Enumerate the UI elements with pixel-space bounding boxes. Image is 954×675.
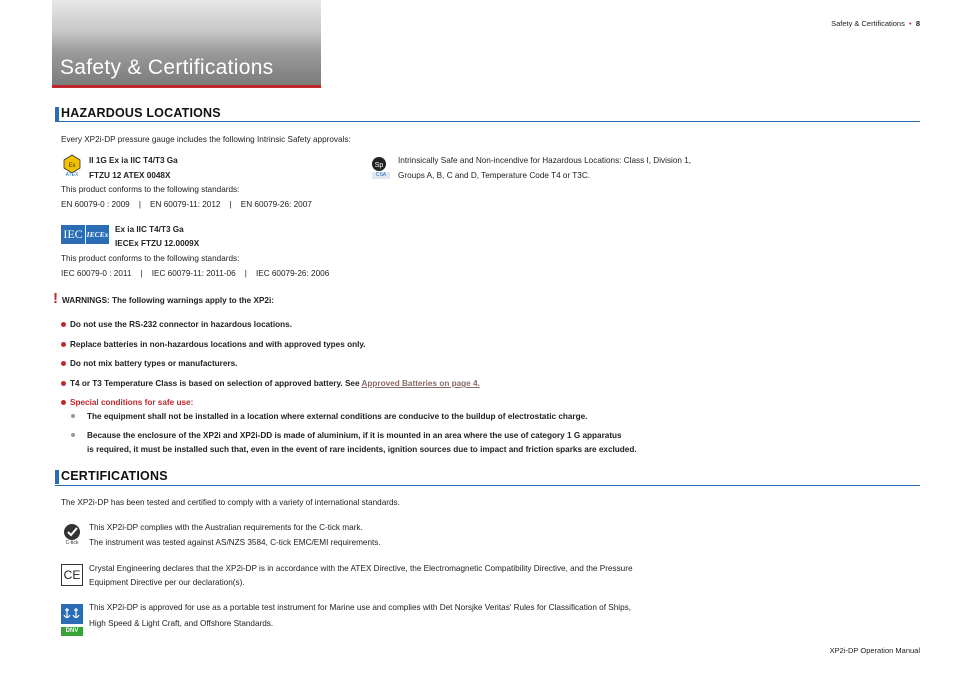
special-condition-2a: Because the enclosure of the XP2i and XP2i-DD is made of aluminium, if it is mounted in an area where the use of category 1 G apparatus [87,431,622,440]
csa-line1: Intrinsically Safe and Non-incendive for Hazardous Locations: Class I, Division 1, [398,156,692,165]
section-rule [55,121,920,122]
sub-bullet-icon [71,433,75,437]
section-marker [55,107,59,121]
page-number: 8 [915,19,920,28]
certifications-intro: The XP2i-DP has been tested and certified to comply with a variety of international standards. [61,498,400,507]
warning-text: The following warnings apply to the XP2i: [109,296,274,305]
footer-text: XP2i-DP Operation Manual [829,646,920,655]
bullet-icon [61,322,66,327]
iecex-icon: IECEx [86,225,109,244]
page-title: Safety & Certifications [60,56,274,79]
ce-icon: CE [61,564,83,586]
dnv-line2: High Speed & Light Craft, and Offshore Standards. [89,619,274,628]
iec-icon: IEC [61,225,85,244]
bullet-icon [61,361,66,366]
warning-label: WARNINGS: [62,296,110,305]
special-conditions-heading: Special conditions for safe use: [70,398,194,407]
approved-batteries-link[interactable]: Approved Batteries on page 4. [361,379,480,388]
dnv-line1: This XP2i-DP is approved for use as a portable test instrument for Marine use and complies with Det Norsjke Veritas' Rules for Classification of Ships, [89,603,632,612]
atex-conforms: This product conforms to the following standards: [61,185,240,194]
ctick-line2: The instrument was tested against AS/NZS 3584, C-tick EMC/EMI requirements. [89,538,381,547]
special-condition-2b: is required, it must be installed such that, even in the event of rare incidents, ignition sources due to impact and friction sparks are excluded. [87,445,637,454]
title-underline [52,85,321,88]
temp-warning-text: T4 or T3 Temperature Class is based on selection of approved battery. See [70,379,362,388]
csa-icon-label: CSA [375,172,387,178]
c-tick-icon [61,522,83,548]
dnv-logo: DNV [61,627,83,636]
iec-conforms: This product conforms to the following standards: [61,254,240,263]
svg-text:Ex: Ex [68,163,76,169]
hazardous-intro: Every XP2i-DP pressure gauge includes the following Intrinsic Safety approvals: [61,135,351,144]
iec-line2: IECEx FTZU 12.0009X [115,239,200,248]
warning-item: Do not mix battery types or manufacturers. [70,359,238,368]
dnv-anchor-icon [61,604,83,624]
csa-line2: Groups A, B, C and D, Temperature Code T4 or T3C. [398,171,591,180]
bullet-dot-icon: • [906,19,914,28]
bullet-icon [61,381,66,386]
running-head-text: Safety & Certifications [831,19,905,28]
section-marker [55,470,59,484]
csa-icon [370,154,392,180]
atex-standards: EN 60079-0 : 2009 | EN 60079-11: 2012 | EN 60079-26: 2007 [61,200,312,209]
svg-text:Sp: Sp [374,162,384,169]
bullet-icon [61,400,66,405]
warning-icon: ! [53,290,58,307]
iec-line1: Ex ia IIC T4/T3 Ga [115,225,184,234]
section-heading-hazardous: HAZARDOUS LOCATIONS [61,106,221,120]
section-rule [55,485,920,486]
ce-line1: Crystal Engineering declares that the XP2i-DP is in accordance with the ATEX Directive, the Electromagnetic Compatibility Directive, and the Pressure [89,564,633,573]
atex-line2: FTZU 12 ATEX 0048X [89,171,171,180]
warning-item: Replace batteries in non-hazardous locations and with approved types only. [70,340,366,349]
c-tick-icon-label: C-tick [65,540,79,546]
atex-icon-label: ATEX [65,172,79,178]
ce-line2: Equipment Directive per our declaration(s). [89,578,245,587]
warning-intro [62,295,274,306]
atex-line1: II 1G Ex ia IIC T4/T3 Ga [89,156,178,165]
ctick-line1: This XP2i-DP complies with the Australian requirements for the C-tick mark. [89,523,363,532]
bullet-icon [61,342,66,347]
sub-bullet-icon [71,414,75,418]
warning-item: Do not use the RS-232 connector in hazardous locations. [70,320,293,329]
section-heading-certifications: CERTIFICATIONS [61,469,168,483]
atex-icon [61,154,83,178]
iec-standards: IEC 60079-0 : 2011 | IEC 60079-11: 2011-06 | IEC 60079-26: 2006 [61,269,330,278]
special-condition-1: The equipment shall not be installed in a location where external conditions are conducive to the buildup of electrostatic charge. [87,412,588,421]
warning-item-temperature [70,378,480,389]
running-head [831,19,920,28]
